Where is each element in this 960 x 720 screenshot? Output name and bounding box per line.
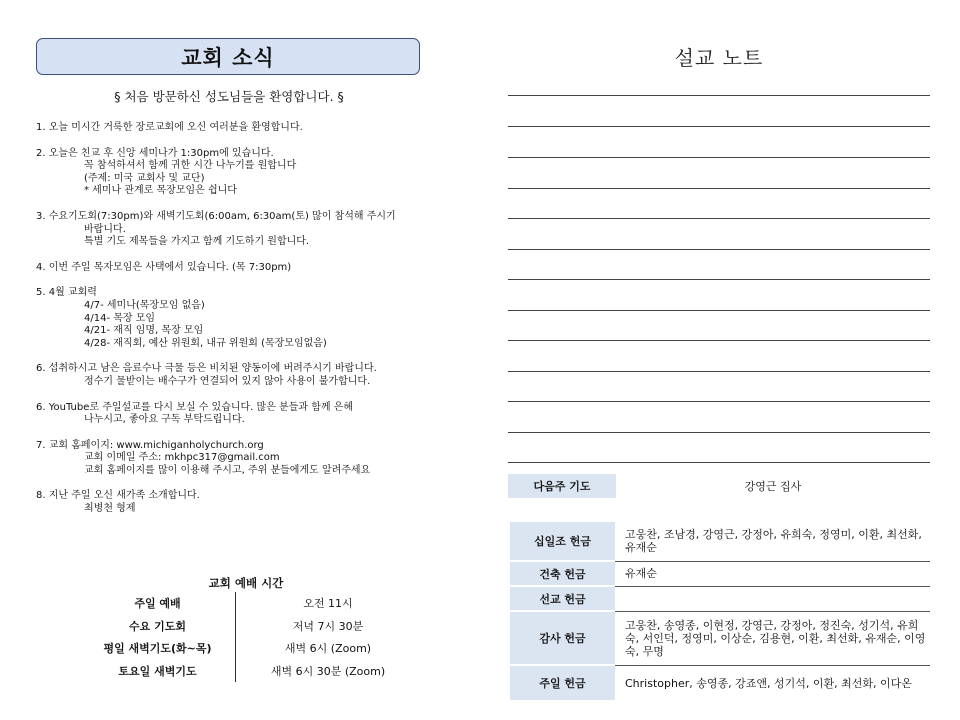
notice-item (36, 287, 422, 350)
next-week-prayer-name: 강영근 집사 (744, 480, 802, 493)
church-news-title: 교회 소식 (181, 45, 275, 70)
next-week-prayer-label: 다음주 기도 (508, 474, 616, 498)
table-row (510, 611, 930, 665)
note-line (508, 401, 930, 402)
note-line (508, 432, 930, 433)
notice-item (36, 363, 422, 388)
worship-schedule-table (80, 592, 420, 682)
notice-line: * 세미나 관계로 목장모임은 쉽니다 (84, 185, 237, 197)
notice-line: 6. 섭취하시고 남은 음료수나 극물 등은 비치된 양동이에 버려주시기 바랍니다. (36, 363, 377, 375)
next-week-prayer-row (508, 474, 930, 498)
table-row (80, 615, 420, 638)
notice-line: 교회 홈페이지를 많이 이용해 주시고, 주위 분들에게도 알려주세요 (84, 464, 371, 476)
notice-line: 4/14- 목장 모임 (84, 312, 156, 324)
sermon-notes-title: 설교 노트 (674, 46, 764, 70)
table-row (80, 637, 420, 660)
table-row (510, 586, 930, 611)
offering-names: 고웅찬, 송영종, 이현정, 강영근, 강정아, 정진숙, 성기석, 유희숙, 서인덕, 정영미, 이상순, 김용현, 이환, 최선화, 유재순, 이영숙, 무명 (615, 611, 930, 665)
note-line (508, 279, 930, 280)
note-line (508, 462, 930, 463)
offering-names (615, 586, 930, 611)
notice-line: 2. 오늘은 친교 후 신앙 세미나가 1:30pm에 있습니다. (36, 147, 274, 159)
table-row (510, 561, 930, 586)
service-name: 토요일 새벽기도 (80, 660, 236, 683)
notice-line: 4/21- 재직 임명, 목장 모임 (84, 325, 204, 337)
offering-label: 주일 헌금 (510, 665, 615, 701)
notice-line: 4. 이번 주일 목자모임은 사택에서 있습니다. (목 7:30pm) (36, 261, 292, 273)
notice-line: 정수기 물받이는 배수구가 연결되어 있지 않아 사용이 불가합니다. (84, 375, 371, 387)
notice-line: 나누시고, 좋아요 구독 부탁드립니다. (84, 414, 245, 426)
service-time: 새벽 6시 (Zoom) (284, 642, 372, 656)
notice-item (36, 148, 422, 198)
notice-line: 교회 이메일 주소: mkhpc317@gmail.com (84, 452, 280, 464)
note-line (508, 157, 930, 158)
offering-names: 고웅찬, 조남경, 강영근, 강정아, 유희숙, 정영미, 이환, 최선화, 유재순 (615, 522, 930, 561)
table-row (510, 522, 930, 561)
service-name: 평일 새벽기도(화~목) (80, 637, 236, 660)
service-time: 저녁 7시 30분 (292, 619, 364, 633)
notice-line: 바랍니다. (84, 223, 126, 235)
notice-line: (주제: 미국 교회사 및 교단) (84, 172, 205, 184)
note-line (508, 310, 930, 311)
notice-item (36, 490, 422, 515)
offering-label: 건축 헌금 (510, 561, 615, 586)
table-row (80, 660, 420, 683)
notice-line: 최병천 형제 (84, 503, 136, 515)
service-time: 오전 11시 (303, 597, 353, 611)
service-time: 새벽 6시 30분 (Zoom) (270, 664, 386, 678)
note-line (508, 218, 930, 219)
notice-item (36, 211, 422, 249)
worship-schedule-title: 교회 예배 시간 (208, 576, 284, 590)
notice-line: 7. 교회 홈페이지: www.michiganholychurch.org (36, 439, 264, 451)
notice-line: 꼭 참석하셔서 함께 귀한 시간 나누기를 원합니다 (84, 160, 297, 172)
offering-table (510, 522, 930, 702)
notice-item (36, 122, 422, 135)
notice-item (36, 402, 422, 427)
offering-names: 유재순 (615, 561, 930, 586)
notice-line: 5. 4월 교회력 (36, 287, 97, 299)
notice-line: 1. 오늘 미시간 거룩한 장로교회에 오신 여러분을 환영합니다. (36, 122, 303, 133)
church-news-panel (36, 38, 422, 529)
offering-label: 감사 헌금 (510, 611, 615, 665)
note-line (508, 95, 930, 96)
table-row (510, 665, 930, 701)
notice-line: 3. 수요기도회(7:30pm)와 새벽기도회(6:00am, 6:30am(토) 많이 참석해 주시기 (36, 210, 396, 222)
church-news-title-box (36, 38, 420, 75)
service-name: 주일 예배 (80, 592, 236, 615)
notice-line: 4/28- 재직회, 예산 위원회, 내규 위원회 (목장모임없음) (84, 337, 327, 349)
notice-item (36, 440, 422, 478)
note-line (508, 249, 930, 250)
notice-line: 6. YouTube로 주일설교를 다시 보실 수 있습니다. 많은 분들과 함께 은혜 (36, 401, 354, 413)
notice-line: 4/7- 세미나(목장모임 없음) (84, 299, 205, 311)
notice-item (36, 262, 422, 275)
offering-label: 선교 헌금 (510, 586, 615, 611)
notice-line: 특별 기도 제목들을 가지고 함께 기도하기 원합니다. (84, 236, 310, 248)
notice-list (36, 122, 422, 516)
note-line (508, 340, 930, 341)
note-line (508, 126, 930, 127)
welcome-message: § 처음 방문하신 성도님들을 환영합니다. § (114, 89, 344, 104)
notice-line: 8. 지난 주일 오신 새가족 소개합니다. (36, 490, 200, 502)
offering-label: 십일조 헌금 (510, 522, 615, 561)
note-line (508, 188, 930, 189)
service-name: 수요 기도회 (80, 615, 236, 638)
offering-names: Christopher, 송영종, 강죠앤, 성기석, 이환, 최선화, 이다온 (625, 676, 912, 690)
table-row (80, 592, 420, 615)
note-line (508, 371, 930, 372)
